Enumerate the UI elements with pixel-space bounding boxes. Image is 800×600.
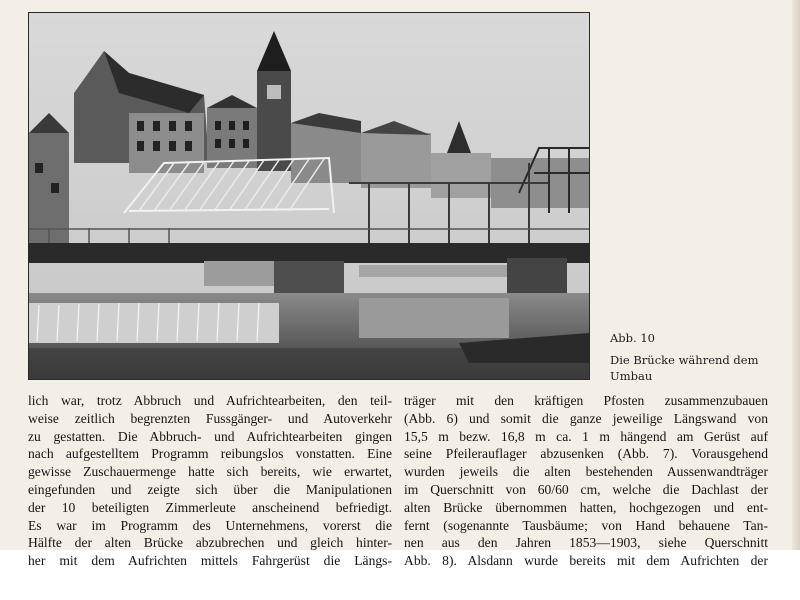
bridge-photo-icon [29,13,589,379]
bridge-photo [28,12,590,380]
text-line: gewisse Zuschauermenge hatte sich bereits, wie erwartet, [28,464,392,480]
caption-line-1: Die Brücke während dem [610,353,759,367]
text-line: (Abb. 6) und somit die ganze jeweilige Längswand von [404,410,768,426]
text-line: her mit dem Aufrichten mittels Fahrgerüst die Längs- [28,553,392,569]
text-line: seine Pfeilerauflager abzusenken (Abb. 7). Vorausgehend [404,446,768,462]
text-line: nach aufgestelltem Programm reibungslos vonstatten. Eine [28,446,392,462]
text-line: nen aus den Jahren 1853—1903, siehe Querschnitt [404,535,768,551]
text-line: alten Brücke übernommen hatten, hochgezogen und ent- [404,499,768,515]
text-line: eingefunden und zeigte sich über die Manipulationen [28,481,392,497]
text-line: fernt (sogenannte Tausbäume; von Hand behauene Tan- [404,517,768,533]
text-column-left [28,392,392,570]
text-line: der 10 beteiligten Zimmerleute anscheinend befriedigt. [28,499,392,515]
caption-line-2: Umbau [610,369,653,383]
text-line: Abb. 8). Alsdann wurde bereits mit dem Aufrichten der [404,553,768,569]
text-line: Hälfte der alten Brücke abzubrechen und gleich hinter- [28,535,392,551]
figure-caption [610,330,770,384]
text-line: lich war, trotz Abbruch und Aufrichtearbeiten, den teil- [28,393,392,408]
text-line: im Querschnitt von 60/60 cm, welche die Dachlast der [404,481,768,497]
text-column-right [404,392,768,570]
text-line: weise zeitlich begrenzten Fussgänger- und Autoverkehr [28,410,392,426]
text-line: Es war im Programm des Unternehmens, vorerst die [28,517,392,533]
text-line: träger mit den kräftigen Pfosten zusammenzubauen [404,393,768,408]
figure-label: Abb. 10 [610,331,655,345]
text-line: zu gestatten. Die Abbruch- und Aufrichtearbeiten gingen [28,428,392,444]
text-line: wurden jeweils die alten bestehenden Aussenwandträger [404,464,768,480]
text-line: 15,5 m bezw. 16,8 m ca. 1 m hängend am Gerüst auf [404,428,768,444]
page-edge [792,0,800,550]
